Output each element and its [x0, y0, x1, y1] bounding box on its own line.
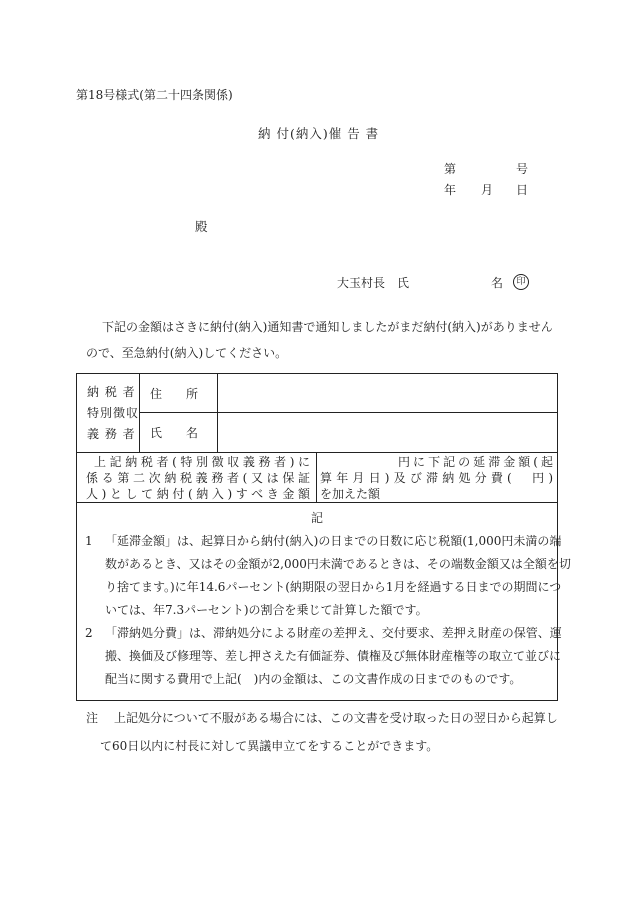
note-line: り捨てます。)に年14.6パーセント(納期限の翌日から1月を経過する日までの期間につ: [105, 580, 562, 594]
addressee-suffix: 殿: [195, 219, 208, 234]
taxpayer-label-line: 納 税 者: [87, 384, 136, 399]
intro-line-1: 下記の金額はさきに納付(納入)通知書で通知しましたがまだ納付(納入)がありません: [102, 320, 553, 334]
form-number: 第18号様式(第二十四条関係): [76, 88, 233, 102]
amount-left-line: 人)として納付(納入)すべき金額: [86, 486, 310, 501]
note-item-2: [77, 622, 562, 691]
name-value: [218, 413, 558, 453]
issuer-title: 大玉村長 氏: [337, 276, 410, 290]
footnote-line-1: 上記処分について不服がある場合には、この文書を受け取った日の翌日から起算し: [114, 711, 558, 725]
notice-table: [76, 373, 571, 701]
amount-right-line: 円に下記の延滞金額(起: [398, 454, 553, 469]
amount-description-cell: [77, 453, 317, 503]
taxpayer-label-line: 特別徴収: [87, 405, 140, 420]
notes-cell: [77, 503, 571, 701]
date-month: 月: [481, 183, 494, 197]
amount-calculation-cell: [317, 453, 558, 503]
note-item-1: [77, 530, 571, 622]
address-value: [218, 374, 558, 413]
note-line: 「滞納処分費」は、滞納処分による財産の差押え、交付要求、差押え財産の保管、運: [105, 626, 562, 640]
intro-line-2: ので、至急納付(納入)してください。: [86, 346, 288, 360]
ki-heading: 記: [310, 511, 323, 525]
address-label: 住 所: [140, 374, 218, 413]
amount-left-line: 上記納税者(特別徴収義務者)に: [94, 454, 310, 469]
note-line: いては、年7.3パーセント)の割合を乗じて計算した額です。: [105, 603, 428, 617]
doc-number-go: 号: [516, 162, 529, 176]
date-year: 年: [444, 183, 457, 197]
note-number: 2: [85, 626, 93, 640]
amount-right-line: 算年月日)及び滞納処分費( 円): [320, 470, 553, 485]
amount-right-line: を加えた額: [320, 486, 381, 501]
doc-number-dai: 第: [444, 162, 457, 176]
footnote-mark: 注: [86, 711, 99, 725]
issuer-name-label: 名: [491, 276, 504, 290]
date-line: [444, 181, 529, 198]
footnote-line-2: て60日以内に村長に対して異議申立てをすることができます。: [100, 739, 439, 753]
name-label: 氏 名: [140, 413, 218, 453]
seal-mark: 印: [513, 274, 529, 290]
taxpayer-label-line: 義 務 者: [87, 426, 136, 441]
note-line: 「延滞金額」は、起算日から納付(納入)の日までの日数に応じ税額(1,000円未満の端: [105, 534, 562, 548]
amount-left-line: 係る第二次納税義務者(又は保証: [86, 470, 310, 485]
note-number: 1: [85, 534, 93, 548]
document-title: 納 付(納入)催 告 書: [258, 126, 380, 141]
note-line: 配当に関する費用で上記( )内の金額は、この文書作成の日までのものです。: [105, 672, 522, 686]
issuer: [337, 274, 526, 291]
note-line: 搬、換価及び修理等、差し押さえた有価証券、債権及び無体財産権等の取立て並びに: [105, 649, 562, 663]
date-day: 日: [516, 183, 529, 197]
taxpayer-label-cell: [77, 374, 140, 453]
doc-number: [444, 160, 529, 177]
note-line: 数があるとき、又はその金額が2,000円未満であるときは、その端数金額又は全額を切: [105, 557, 571, 571]
